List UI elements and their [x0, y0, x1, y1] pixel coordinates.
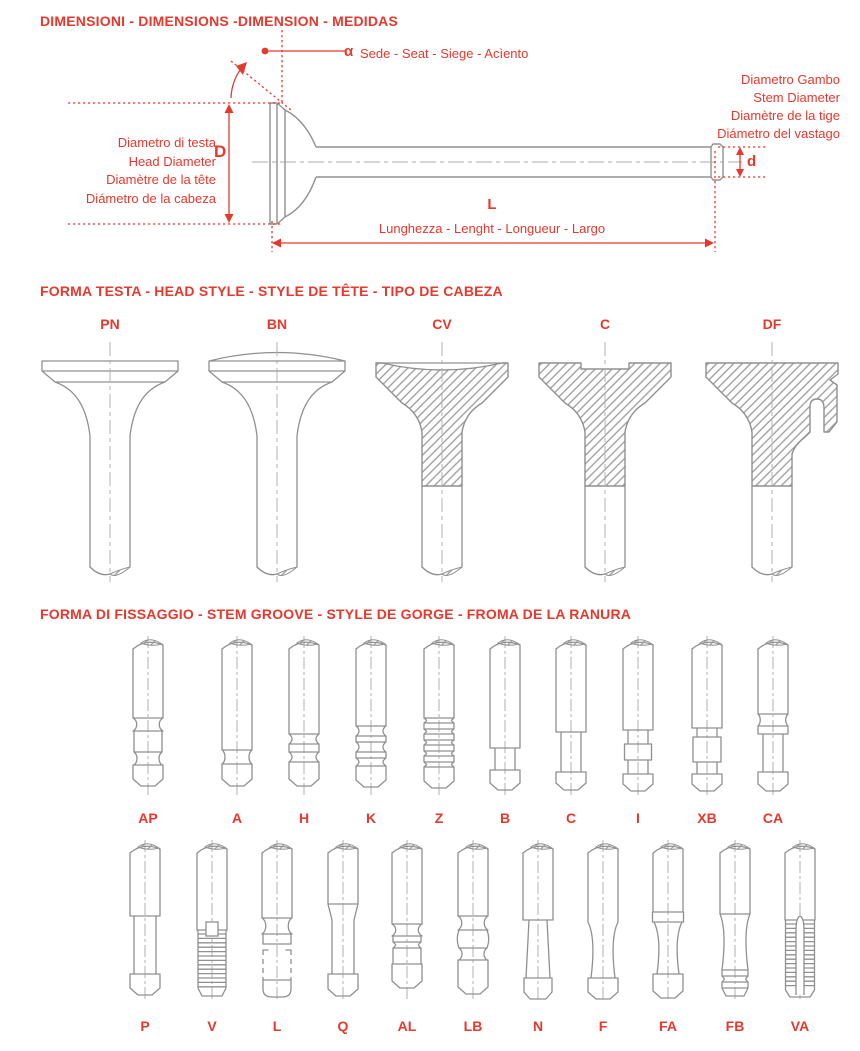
stem-figure-h: [274, 634, 334, 826]
stem-diameter-line: Diámetro del vastago: [717, 126, 840, 141]
stem-drawing-ap: [118, 634, 178, 798]
stem-code-label: LB: [463, 1018, 483, 1034]
stem-figure-v: [182, 838, 242, 1034]
head-drawing-c: [525, 336, 685, 588]
stem-code-label: H: [298, 810, 310, 826]
stem-drawing-f: [573, 838, 633, 1002]
stem-diameter-line: Diametro Gambo: [741, 72, 840, 87]
head-figure-c: [525, 316, 685, 588]
head-code-label: C: [599, 316, 611, 332]
stem-figure-z: [409, 634, 469, 826]
stem-drawing-lb: [443, 838, 503, 1002]
stem-figure-i: [608, 634, 668, 826]
head-diameter-line: Diamètre de la tête: [106, 172, 216, 187]
stem-figure-c: [541, 634, 601, 826]
stem-drawing-v: [182, 838, 242, 1002]
stem-code-label: F: [598, 1018, 608, 1034]
stem-code-label: XB: [697, 810, 717, 826]
stem-drawing-h: [274, 634, 334, 798]
head-diameter-label: [6, 134, 216, 208]
head-figure-bn: [197, 316, 357, 588]
stem-drawing-p: [115, 838, 175, 1002]
stem-figure-k: [341, 634, 401, 826]
stem-groove-title: FORMA DI FISSAGGIO - STEM GROOVE - STYLE DE GORGE - FROMA DE LA RANURA: [40, 606, 632, 622]
stem-figure-ca: [743, 634, 803, 826]
stem-drawing-c: [541, 634, 601, 798]
head-drawing-cv: [362, 336, 522, 588]
stem-figure-a: [207, 634, 267, 826]
stem-drawing-q: [313, 838, 373, 1002]
stem-drawing-va: [770, 838, 830, 1002]
stem-diameter-symbol: d: [747, 153, 757, 170]
head-drawing-bn: [197, 336, 357, 588]
head-diameter-line: Diametro di testa: [117, 135, 216, 150]
stem-figure-ap: [118, 634, 178, 826]
stem-code-label: Q: [337, 1018, 349, 1034]
stem-figure-va: [770, 838, 830, 1034]
stem-drawing-n: [508, 838, 568, 1002]
stem-code-label: P: [140, 1018, 150, 1034]
length-label: Lunghezza - Lenght - Longueur - Largo: [378, 221, 606, 236]
stem-figure-fa: [638, 838, 698, 1034]
stem-figure-al: [377, 838, 437, 1034]
head-drawing-pn: [30, 336, 190, 588]
head-drawing-df: [692, 336, 852, 588]
head-code-label: BN: [266, 316, 288, 332]
stem-code-label: B: [499, 810, 511, 826]
stem-code-label: V: [207, 1018, 217, 1034]
head-code-label: PN: [100, 316, 120, 332]
stem-drawing-z: [409, 634, 469, 798]
stem-code-label: A: [231, 810, 243, 826]
stem-code-label: L: [272, 1018, 282, 1034]
stem-code-label: CA: [762, 810, 784, 826]
stem-figure-n: [508, 838, 568, 1034]
stem-code-label: FA: [659, 1018, 677, 1034]
stem-code-label: FB: [725, 1018, 745, 1034]
stem-drawing-xb: [677, 634, 737, 798]
stem-figure-lb: [443, 838, 503, 1034]
length-symbol: L: [487, 196, 497, 213]
stem-code-label: Z: [434, 810, 444, 826]
seat-label: Sede - Seat - Siege - Acìento: [360, 46, 529, 61]
stem-code-label: N: [532, 1018, 544, 1034]
stem-code-label: C: [565, 810, 577, 826]
stem-drawing-l: [247, 838, 307, 1002]
head-figure-df: [692, 316, 852, 588]
head-style-title: FORMA TESTA - HEAD STYLE - STYLE DE TÊTE - TIPO DE CABEZA: [40, 283, 503, 299]
stem-code-label: AL: [397, 1018, 417, 1034]
alpha-symbol: α: [344, 43, 354, 60]
stem-drawing-al: [377, 838, 437, 1002]
stem-drawing-ca: [743, 634, 803, 798]
stem-figure-fb: [705, 838, 765, 1034]
head-diameter-line: Head Diameter: [128, 153, 216, 169]
head-figure-pn: [30, 316, 190, 588]
dimensions-title: DIMENSIONI - DIMENSIONS -DIMENSION - MEDIDAS: [40, 13, 399, 29]
head-code-label: DF: [762, 316, 782, 332]
head-figure-cv: [362, 316, 522, 588]
head-diameter-symbol: D: [214, 142, 227, 161]
stem-drawing-i: [608, 634, 668, 798]
stem-drawing-b: [475, 634, 535, 798]
stem-code-label: VA: [790, 1018, 810, 1034]
stem-diameter-line: Stem Diameter: [753, 90, 840, 105]
stem-drawing-fa: [638, 838, 698, 1002]
stem-figure-xb: [677, 634, 737, 826]
stem-drawing-k: [341, 634, 401, 798]
stem-figure-q: [313, 838, 373, 1034]
stem-figure-f: [573, 838, 633, 1034]
stem-diameter-line: Diamètre de la tige: [730, 108, 840, 123]
stem-code-label: I: [636, 810, 640, 826]
stem-diameter-label: [590, 71, 840, 143]
stem-code-label: K: [365, 810, 377, 826]
stem-figure-l: [247, 838, 307, 1034]
stem-drawing-fb: [705, 838, 765, 1002]
stem-drawing-a: [207, 634, 267, 798]
stem-code-label: AP: [138, 810, 158, 826]
head-code-label: CV: [432, 316, 452, 332]
head-diameter-line: Diámetro de la cabeza: [85, 190, 216, 206]
stem-figure-b: [475, 634, 535, 826]
stem-figure-p: [115, 838, 175, 1034]
